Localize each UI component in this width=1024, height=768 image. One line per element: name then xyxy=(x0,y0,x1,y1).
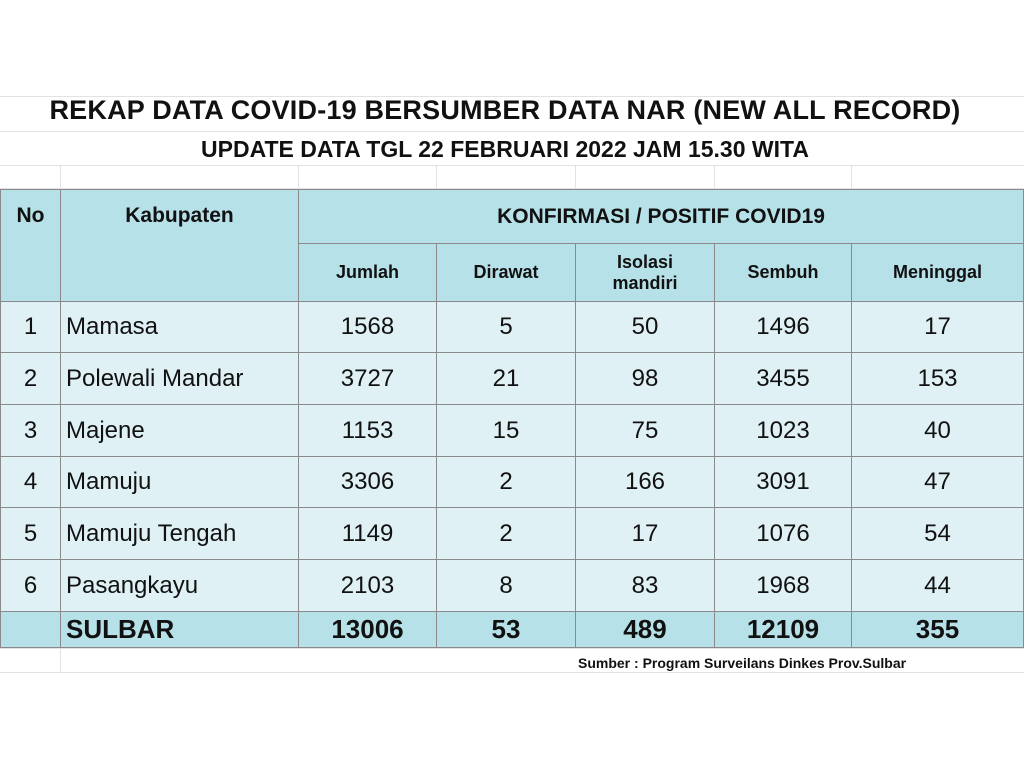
table-row xyxy=(1,560,1024,612)
row-sembuh: 1496 xyxy=(715,302,852,353)
report-subtitle: UPDATE DATA TGL 22 FEBRUARI 2022 JAM 15.30 WITA xyxy=(201,136,809,162)
row-jumlah: 3727 xyxy=(299,353,437,405)
row-jumlah: 2103 xyxy=(299,560,437,612)
grid-line xyxy=(60,648,61,672)
row-dirawat: 5 xyxy=(437,302,576,353)
row-meninggal: 54 xyxy=(852,508,1024,560)
row-jumlah: 3306 xyxy=(299,457,437,508)
header-dirawat: Dirawat xyxy=(437,244,576,302)
table-header-row xyxy=(1,190,1024,244)
table-row xyxy=(1,457,1024,508)
row-no: 1 xyxy=(1,302,61,353)
row-kabupaten: Mamasa xyxy=(61,302,299,353)
covid-data-table xyxy=(0,189,1024,648)
row-kabupaten: Pasangkayu xyxy=(61,560,299,612)
grid-line xyxy=(0,131,1024,132)
row-isolasi: 17 xyxy=(576,508,715,560)
total-label: SULBAR xyxy=(61,612,299,648)
header-meninggal: Meninggal xyxy=(852,244,1024,302)
header-kabupaten: Kabupaten xyxy=(61,190,299,302)
grid-line xyxy=(575,165,576,189)
table-row xyxy=(1,405,1024,457)
row-dirawat: 2 xyxy=(437,457,576,508)
row-kabupaten: Majene xyxy=(61,405,299,457)
header-group-konfirmasi: KONFIRMASI / POSITIF COVID19 xyxy=(299,190,1024,244)
row-meninggal: 47 xyxy=(852,457,1024,508)
grid-line xyxy=(298,165,299,189)
grid-line xyxy=(0,165,1024,166)
total-no-blank xyxy=(1,612,61,648)
row-kabupaten: Mamuju xyxy=(61,457,299,508)
row-sembuh: 1968 xyxy=(715,560,852,612)
total-jumlah: 13006 xyxy=(299,612,437,648)
row-jumlah: 1149 xyxy=(299,508,437,560)
grid-line xyxy=(436,165,437,189)
header-no: No xyxy=(1,190,61,302)
row-no: 2 xyxy=(1,353,61,405)
row-no: 5 xyxy=(1,508,61,560)
row-isolasi: 83 xyxy=(576,560,715,612)
row-no: 6 xyxy=(1,560,61,612)
grid-line xyxy=(0,648,1024,649)
header-sembuh: Sembuh xyxy=(715,244,852,302)
total-sembuh: 12109 xyxy=(715,612,852,648)
header-isolasi-mandiri xyxy=(576,244,715,302)
grid-line xyxy=(851,165,852,189)
row-dirawat: 2 xyxy=(437,508,576,560)
total-meninggal: 355 xyxy=(852,612,1024,648)
row-isolasi: 166 xyxy=(576,457,715,508)
row-dirawat: 15 xyxy=(437,405,576,457)
row-no: 4 xyxy=(1,457,61,508)
report-title: REKAP DATA COVID-19 BERSUMBER DATA NAR (NEW ALL RECORD) xyxy=(49,95,961,125)
row-dirawat: 8 xyxy=(437,560,576,612)
row-kabupaten: Mamuju Tengah xyxy=(61,508,299,560)
row-sembuh: 3091 xyxy=(715,457,852,508)
row-no: 3 xyxy=(1,405,61,457)
row-meninggal: 153 xyxy=(852,353,1024,405)
table-row xyxy=(1,508,1024,560)
row-jumlah: 1568 xyxy=(299,302,437,353)
table-total-row xyxy=(1,612,1024,648)
row-kabupaten: Polewali Mandar xyxy=(61,353,299,405)
total-dirawat: 53 xyxy=(437,612,576,648)
table-row xyxy=(1,302,1024,353)
row-sembuh: 1023 xyxy=(715,405,852,457)
grid-line xyxy=(714,165,715,189)
row-isolasi: 98 xyxy=(576,353,715,405)
header-isolasi-line2: mandiri xyxy=(612,272,678,293)
header-jumlah: Jumlah xyxy=(299,244,437,302)
source-note: Sumber : Program Surveilans Dinkes Prov.Sulbar xyxy=(578,655,907,671)
row-isolasi: 50 xyxy=(576,302,715,353)
row-meninggal: 44 xyxy=(852,560,1024,612)
total-isolasi: 489 xyxy=(576,612,715,648)
row-sembuh: 3455 xyxy=(715,353,852,405)
row-isolasi: 75 xyxy=(576,405,715,457)
header-isolasi-line1: Isolasi xyxy=(616,251,674,272)
table-row xyxy=(1,353,1024,405)
row-jumlah: 1153 xyxy=(299,405,437,457)
row-sembuh: 1076 xyxy=(715,508,852,560)
grid-line xyxy=(60,165,61,189)
row-meninggal: 40 xyxy=(852,405,1024,457)
grid-line xyxy=(0,672,1024,673)
row-meninggal: 17 xyxy=(852,302,1024,353)
row-dirawat: 21 xyxy=(437,353,576,405)
